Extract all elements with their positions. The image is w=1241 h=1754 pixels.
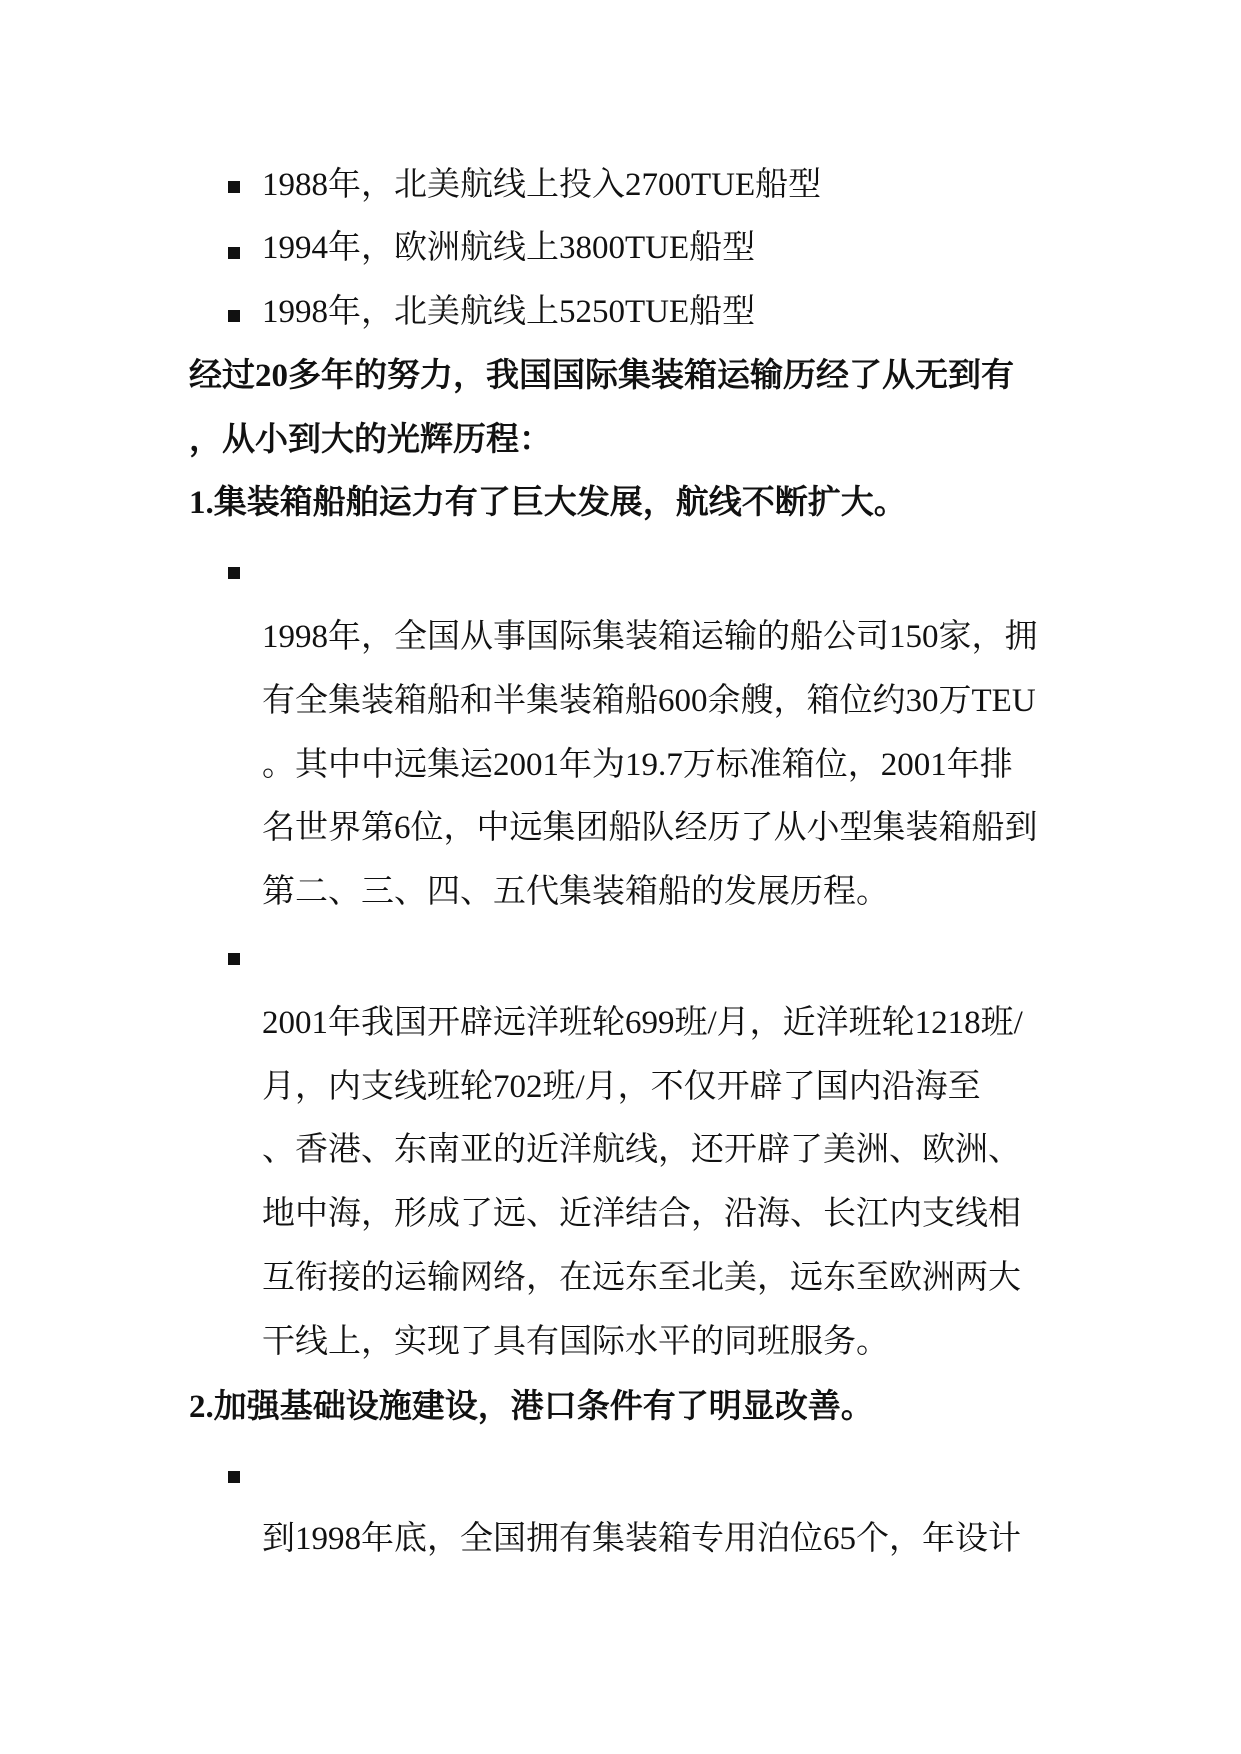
section-heading: 2.加强基础设施建设，港口条件有了明显改善。 — [189, 1389, 874, 1425]
bullet-marker — [228, 1471, 240, 1483]
list-item: 1998年，北美航线上5250TUE船型 — [262, 294, 756, 330]
paragraph-line: 地中海，形成了远、近洋结合，沿海、长江内支线相 — [262, 1196, 1021, 1232]
bullet-marker — [228, 247, 240, 259]
paragraph-line: 有全集装箱船和半集装箱船600余艘，箱位约30万TEU — [262, 683, 1036, 719]
paragraph-line: 月，内支线班轮702班/月，不仅开辟了国内沿海至 — [262, 1069, 981, 1105]
bullet-marker — [228, 181, 240, 193]
bullet-marker — [228, 310, 240, 322]
section-heading: 1.集装箱船舶运力有了巨大发展，航线不断扩大。 — [189, 485, 907, 521]
paragraph-line: 干线上，实现了具有国际水平的同班服务。 — [262, 1324, 889, 1360]
list-item: 1994年，欧洲航线上3800TUE船型 — [262, 230, 756, 266]
paragraph-line: 1998年，全国从事国际集装箱运输的船公司150家，拥 — [262, 619, 1038, 655]
list-item: 1988年，北美航线上投入2700TUE船型 — [262, 167, 822, 203]
paragraph-line: 到1998年底，全国拥有集装箱专用泊位65个，年设计 — [262, 1521, 1021, 1557]
paragraph-line: 。其中中远集运2001年为19.7万标准箱位，2001年排 — [262, 747, 1013, 783]
paragraph-line: 第二、三、四、五代集装箱船的发展历程。 — [262, 874, 889, 910]
intro-line-1: 经过20多年的努力，我国国际集装箱运输历经了从无到有 — [189, 358, 1014, 394]
paragraph-line: 2001年我国开辟远洋班轮699班/月，近洋班轮1218班/ — [262, 1005, 1023, 1041]
bullet-marker — [228, 953, 240, 965]
paragraph-line: 名世界第6位，中远集团船队经历了从小型集装箱船到 — [262, 810, 1038, 846]
intro-line-2: ，从小到大的光辉历程： — [189, 422, 552, 458]
bullet-marker — [228, 567, 240, 579]
paragraph-line: 、香港、东南亚的近洋航线，还开辟了美洲、欧洲、 — [262, 1132, 1021, 1168]
paragraph-line: 互衔接的运输网络，在远东至北美，远东至欧洲两大 — [262, 1260, 1021, 1296]
